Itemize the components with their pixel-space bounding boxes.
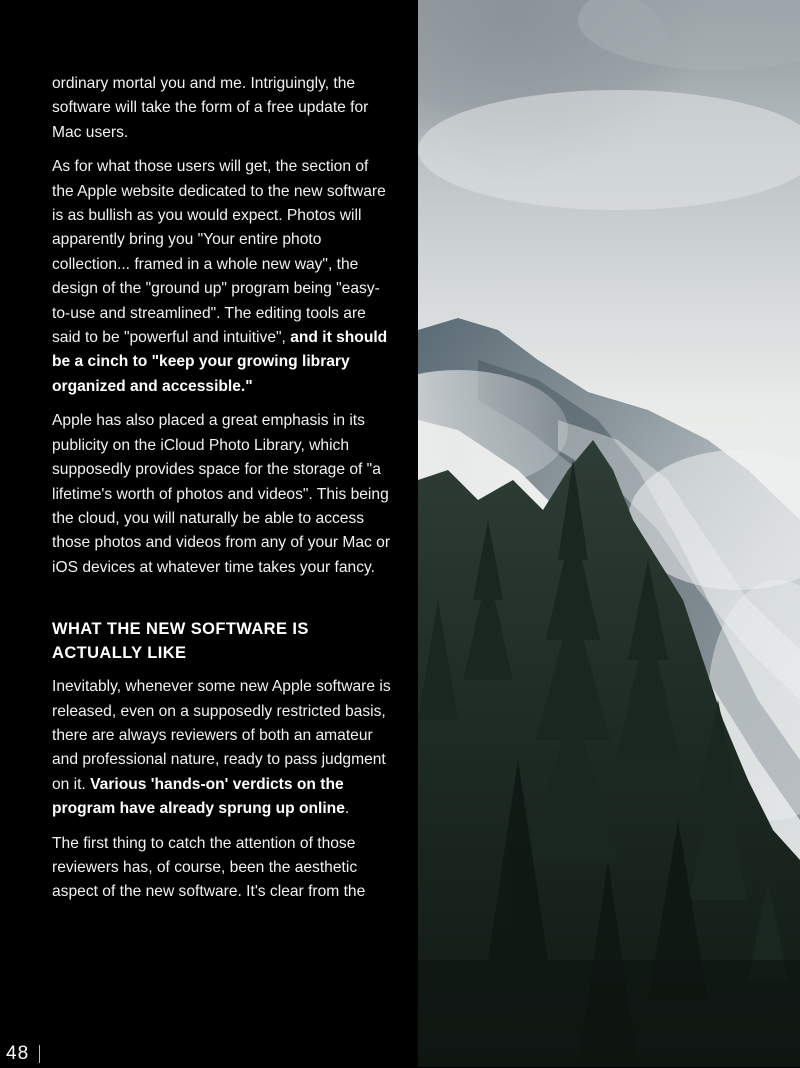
mountain-forest-photo: [418, 0, 800, 1067]
footer-divider: [39, 1045, 40, 1063]
paragraph-4: [52, 675, 392, 821]
paragraph-2-text: As for what those users will get, the section of the Apple website dedicated to the new software is as bullish as you would expect. Photos will apparently bring you "Your entire photo collection... framed in a whole new way", the design of the "ground up" program being "easy-to-use and streamlined". The editing tools are said to be "powerful and intuitive",: [52, 158, 386, 347]
paragraph-4-text: Inevitably, whenever some new Apple software is released, even on a supposedly restricted basis, there are always reviewers of both an amateur and professional nature, ready to pass judgment on it.: [52, 678, 391, 793]
page-number: 48: [6, 1043, 30, 1064]
paragraph-1: ordinary mortal you and me. Intriguingly, the software will take the form of a free update for Mac users.: [52, 75, 369, 141]
article-body: [52, 72, 392, 915]
paragraph-2-link[interactable]: and it should be a cinch to "keep your growing library organized and accessible.": [52, 329, 388, 395]
paragraph-4-end: .: [344, 800, 350, 818]
paragraph-3: Apple has also placed a great emphasis in its publicity on the iCloud Photo Library, which supposedly provides space for the storage of "a lifetime's worth of photos and videos". This being the cloud, you will naturally be able to access those photos and videos from any of your Mac or iOS devices at whatever time takes your fancy.: [52, 412, 391, 576]
paragraph-4-link[interactable]: Various 'hands-on' verdicts on the program have already sprung up online: [52, 775, 345, 818]
page-footer: [6, 1040, 40, 1068]
section-heading: WHAT THE NEW SOFTWARE IS ACTUALLY LIKE: [52, 620, 309, 663]
landscape-illustration: [418, 0, 800, 1067]
paragraph-5: The first thing to catch the attention of those reviewers has, of course, been the aesthetic aspect of the new software. It's clear from the: [52, 834, 366, 901]
paragraph-2: [52, 155, 392, 399]
